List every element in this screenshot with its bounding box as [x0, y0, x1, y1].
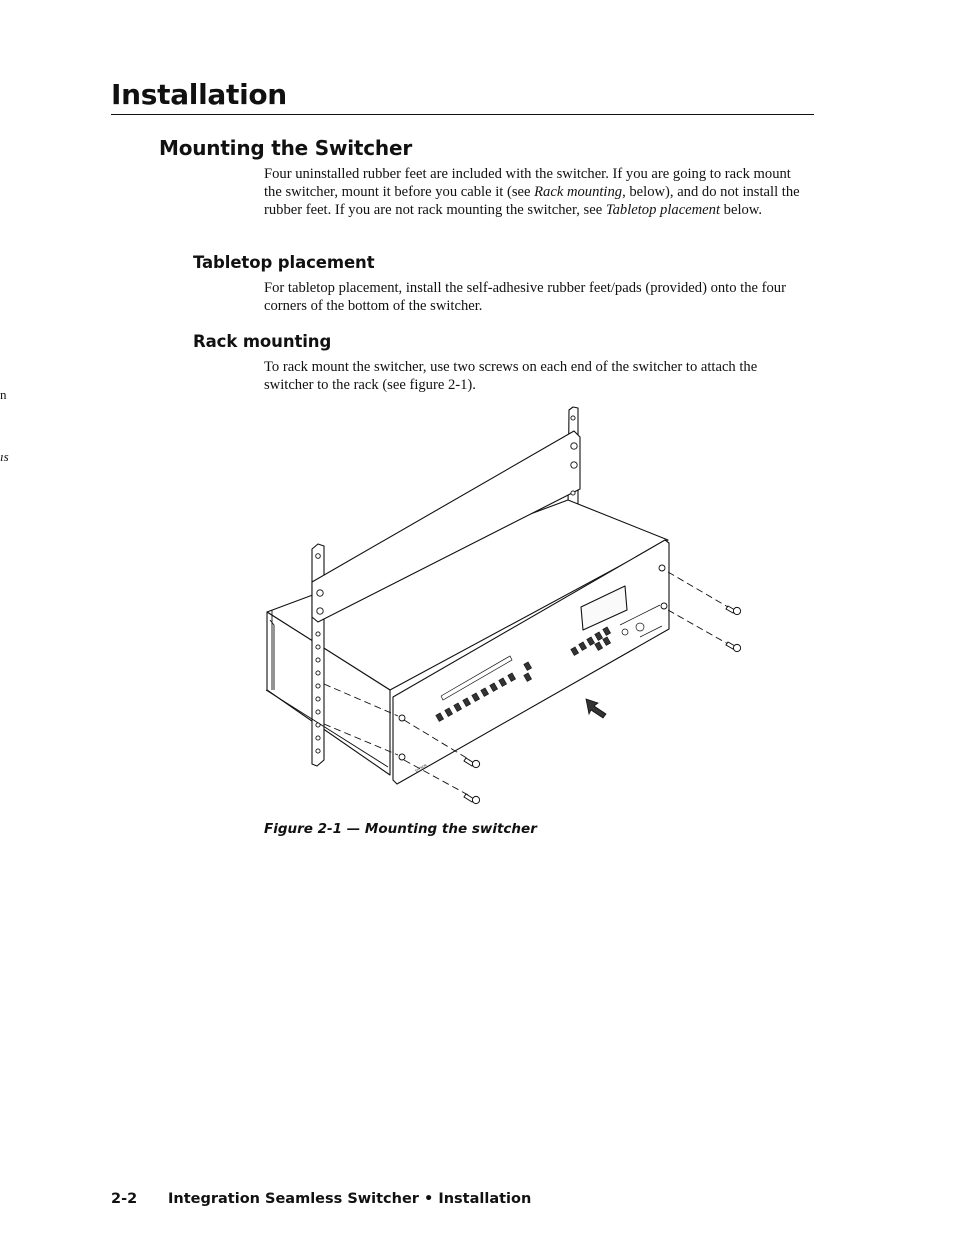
page-footer: [111, 1191, 531, 1207]
figure-caption: Figure 2-1 — Mounting the switcher: [264, 821, 537, 837]
margin-text-fragment: ıs: [0, 449, 9, 464]
tabletop-heading: Tabletop placement: [193, 253, 375, 272]
intro-text: , below), and do not install the rubber feet. If you are not rack mounting the switcher, see: [264, 184, 800, 219]
intro-paragraph: [264, 165, 809, 220]
rack-heading: Rack mounting: [193, 332, 332, 351]
margin-text-fragment: n: [0, 387, 7, 402]
rack-mounting-reference: Rack mounting: [534, 184, 623, 201]
rack-mount-illustration: [255, 400, 755, 820]
page-number: 2-2: [111, 1191, 138, 1207]
tabletop-paragraph: For tabletop placement, install the self-adhesive rubber feet/pads (provided) onto the four corners of the bottom of the switcher.: [264, 280, 786, 315]
intro-text: Four uninstalled rubber feet are included with the switcher. If you are going to rack mount the switcher, mount it before you cable it (see: [264, 166, 791, 201]
rack-paragraph: To rack mount the switcher, use two screws on each end of the switcher to attach the switcher to the rack (see figure 2-1).: [264, 359, 758, 394]
insert-arrow-icon: [586, 699, 606, 718]
title-rule: [111, 114, 814, 115]
section-heading: Mounting the Switcher: [159, 136, 412, 160]
intro-text: below.: [720, 202, 763, 219]
svg-text:EXTRON: EXTRON: [414, 763, 428, 773]
page-title: Installation: [111, 78, 287, 111]
running-title: Integration Seamless Switcher • Installation: [168, 1191, 532, 1207]
tabletop-placement-reference: Tabletop placement: [605, 202, 721, 219]
